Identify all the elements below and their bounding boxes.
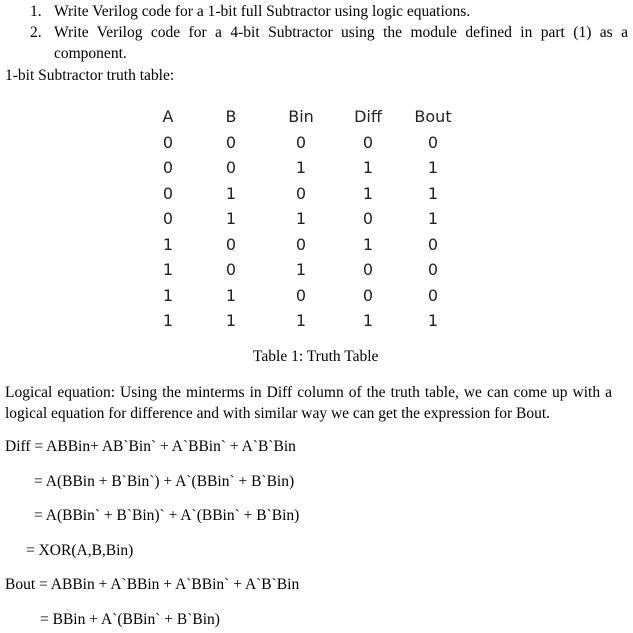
question-1-number: 1. — [30, 3, 42, 20]
question-2-line-2: component. — [54, 45, 127, 62]
cell-bout: 0 — [427, 234, 439, 254]
header-b: B — [225, 107, 237, 126]
equation-bout-step-2: = BBin + A`(BBin` + B`Bin) — [40, 611, 220, 628]
cell-bout: 1 — [427, 183, 439, 203]
cell-bout: 0 — [427, 285, 439, 305]
header-diff: Diff — [354, 107, 382, 126]
header-bin: Bin — [288, 107, 314, 126]
cell-b: 1 — [225, 183, 237, 203]
cell-bin: 1 — [295, 158, 307, 177]
header-bout: Bout — [414, 107, 452, 126]
table-row — [140, 257, 466, 283]
cell-diff: 0 — [362, 132, 374, 152]
table-row — [140, 206, 466, 232]
cell-bout: 1 — [427, 209, 439, 228]
cell-a: 1 — [162, 260, 174, 279]
cell-a: 0 — [162, 209, 174, 228]
table-row — [140, 283, 466, 309]
question-2-number: 2. — [30, 24, 42, 41]
question-1 — [30, 3, 471, 21]
equation-diff-step-2: = A(BBin + B`Bin`) + A`(BBin` + B`Bin) — [34, 473, 295, 490]
table-row — [140, 181, 466, 207]
table-row — [140, 130, 466, 156]
cell-b: 1 — [225, 209, 237, 228]
cell-a: 1 — [162, 311, 174, 330]
cell-b: 1 — [225, 285, 237, 305]
table-row — [140, 232, 466, 258]
cell-b: 0 — [225, 132, 237, 152]
cell-bout: 1 — [427, 311, 439, 330]
cell-b: 1 — [225, 311, 237, 330]
cell-bin: 0 — [295, 183, 307, 203]
cell-bout: 0 — [427, 132, 439, 152]
cell-a: 0 — [162, 132, 174, 152]
cell-bout: 1 — [427, 158, 439, 177]
cell-bout: 0 — [427, 260, 439, 279]
cell-b: 0 — [225, 260, 237, 279]
truth-table-header-row — [140, 104, 466, 130]
cell-bin: 1 — [295, 260, 307, 279]
equation-bout: Bout = ABBin + A`BBin + A`BBin` + A`B`Bin — [5, 576, 300, 593]
table-row — [140, 155, 466, 181]
cell-a: 1 — [162, 285, 174, 305]
cell-diff: 0 — [362, 209, 374, 228]
cell-bin: 1 — [295, 311, 307, 330]
cell-diff: 1 — [362, 183, 374, 203]
question-1-text: Write Verilog code for a 1-bit full Subtractor using logic equations. — [54, 3, 471, 20]
cell-diff: 1 — [362, 234, 374, 254]
logical-paragraph-line-2: logical equation for difference and with similar way we can get the expression for Bout. — [5, 405, 551, 422]
cell-bin: 0 — [295, 132, 307, 152]
cell-b: 0 — [225, 234, 237, 254]
question-2-line-1: Write Verilog code for a 4-bit Subtractor using the module defined in part (1) as a — [54, 24, 628, 41]
header-a: A — [162, 107, 174, 126]
cell-a: 0 — [162, 158, 174, 177]
cell-diff: 1 — [362, 311, 374, 330]
table-caption: Table 1: Truth Table — [253, 348, 379, 365]
cell-a: 1 — [162, 234, 174, 254]
cell-a: 0 — [162, 183, 174, 203]
cell-diff: 1 — [362, 158, 374, 177]
table-row — [140, 308, 466, 334]
cell-diff: 0 — [362, 285, 374, 305]
truth-table-heading: 1-bit Subtractor truth table: — [5, 67, 175, 84]
cell-bin: 1 — [295, 209, 307, 228]
cell-b: 0 — [225, 158, 237, 177]
logical-paragraph-line-1: Logical equation: Using the minterms in Diff column of the truth table, we can come up with a — [5, 384, 612, 401]
cell-diff: 0 — [362, 260, 374, 279]
equation-diff-step-3: = A(BBin` + B`Bin)` + A`(BBin` + B`Bin) — [34, 507, 300, 524]
equation-diff-xor: = XOR(A,B,Bin) — [26, 542, 134, 559]
cell-bin: 0 — [295, 234, 307, 254]
equation-diff: Diff = ABBin+ AB`Bin` + A`BBin` + A`B`Bin — [5, 438, 296, 455]
cell-bin: 0 — [295, 285, 307, 305]
truth-table — [140, 104, 466, 334]
